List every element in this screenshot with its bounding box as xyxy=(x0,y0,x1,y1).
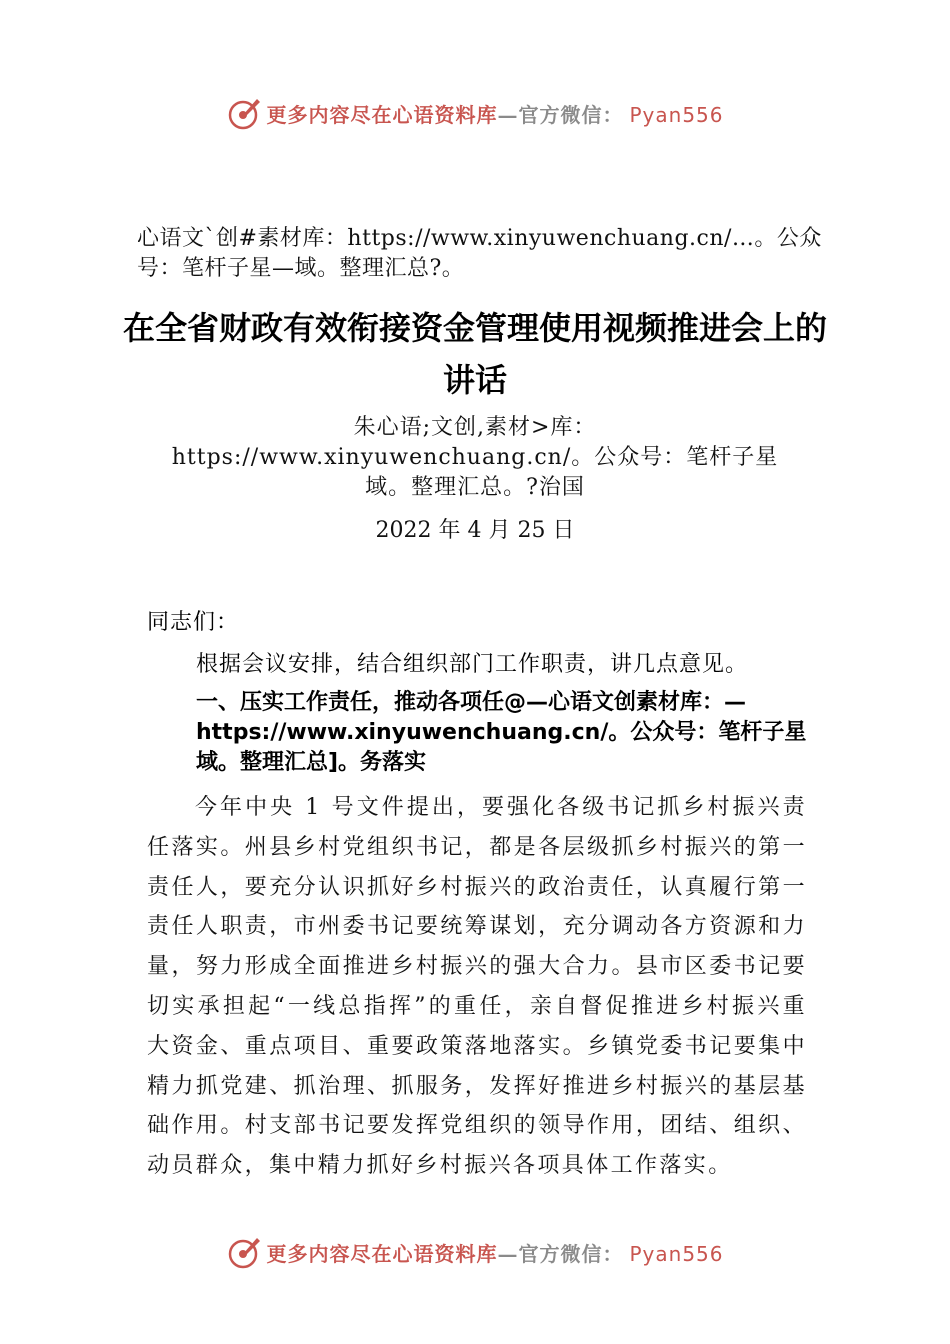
footer-banner xyxy=(0,1232,950,1272)
salutation: 同志们： xyxy=(147,610,240,635)
page-title: 在全省财政有效衔接资金管理使用视频推进会上的讲话 xyxy=(122,309,827,399)
subtitle: 朱心语;文创,素材>库：https://www.xinyuwenchuang.cn/。公众号：笔杆子星域。整理汇总。?治国 xyxy=(171,415,779,500)
footer-banner-text: 更多内容尽在心语资料库—官方微信： Pyan556 xyxy=(266,1241,724,1266)
pen-logo-icon xyxy=(226,1234,262,1270)
header-banner-text: 更多内容尽在心语资料库—官方微信： Pyan556 xyxy=(266,102,724,127)
pen-logo-icon xyxy=(226,95,262,131)
date: 2022 年 4 月 25 日 xyxy=(375,518,575,543)
section-heading: 一、压实工作责任，推动各项任@—心语文创素材库：—https://www.xinyuwenchuang.cn/。公众号：笔杆子星域。整理汇总]。务落实 xyxy=(196,690,807,775)
body-paragraph: 今年中央 1 号文件提出，要强化各级书记抓乡村振兴责任落实。州县乡村党组织书记，都是各层级抓乡村振兴的第一责任人，要充分认识抓好乡村振兴的政治责任，认真履行第一责任人职责，市州委书记要统筹谋划，充分调动各方资源和力量，努力形成全面推进乡村振兴的强大合力。县市区委书记要切实承担起“一线总指挥”的重任，亲自督促推进乡村振兴重大资金、重点项目、重要政策落地落实。乡镇党委书记要集中精力抓党建、抓治理、抓服务，发挥好推进乡村振兴的基层基础作用。村支部书记要发挥党组织的领导作用，团结、组织、动员群众，集中精力抓好乡村振兴各项具体工作落实。 xyxy=(147,795,807,1179)
source-line: 心语文`创#素材库：https://www.xinyuwenchuang.cn/…。公众号：笔杆子星—域。整理汇总?。 xyxy=(137,226,822,281)
intro-paragraph: 根据会议安排，结合组织部门工作职责，讲几点意见。 xyxy=(196,652,749,677)
header-banner xyxy=(0,93,950,133)
